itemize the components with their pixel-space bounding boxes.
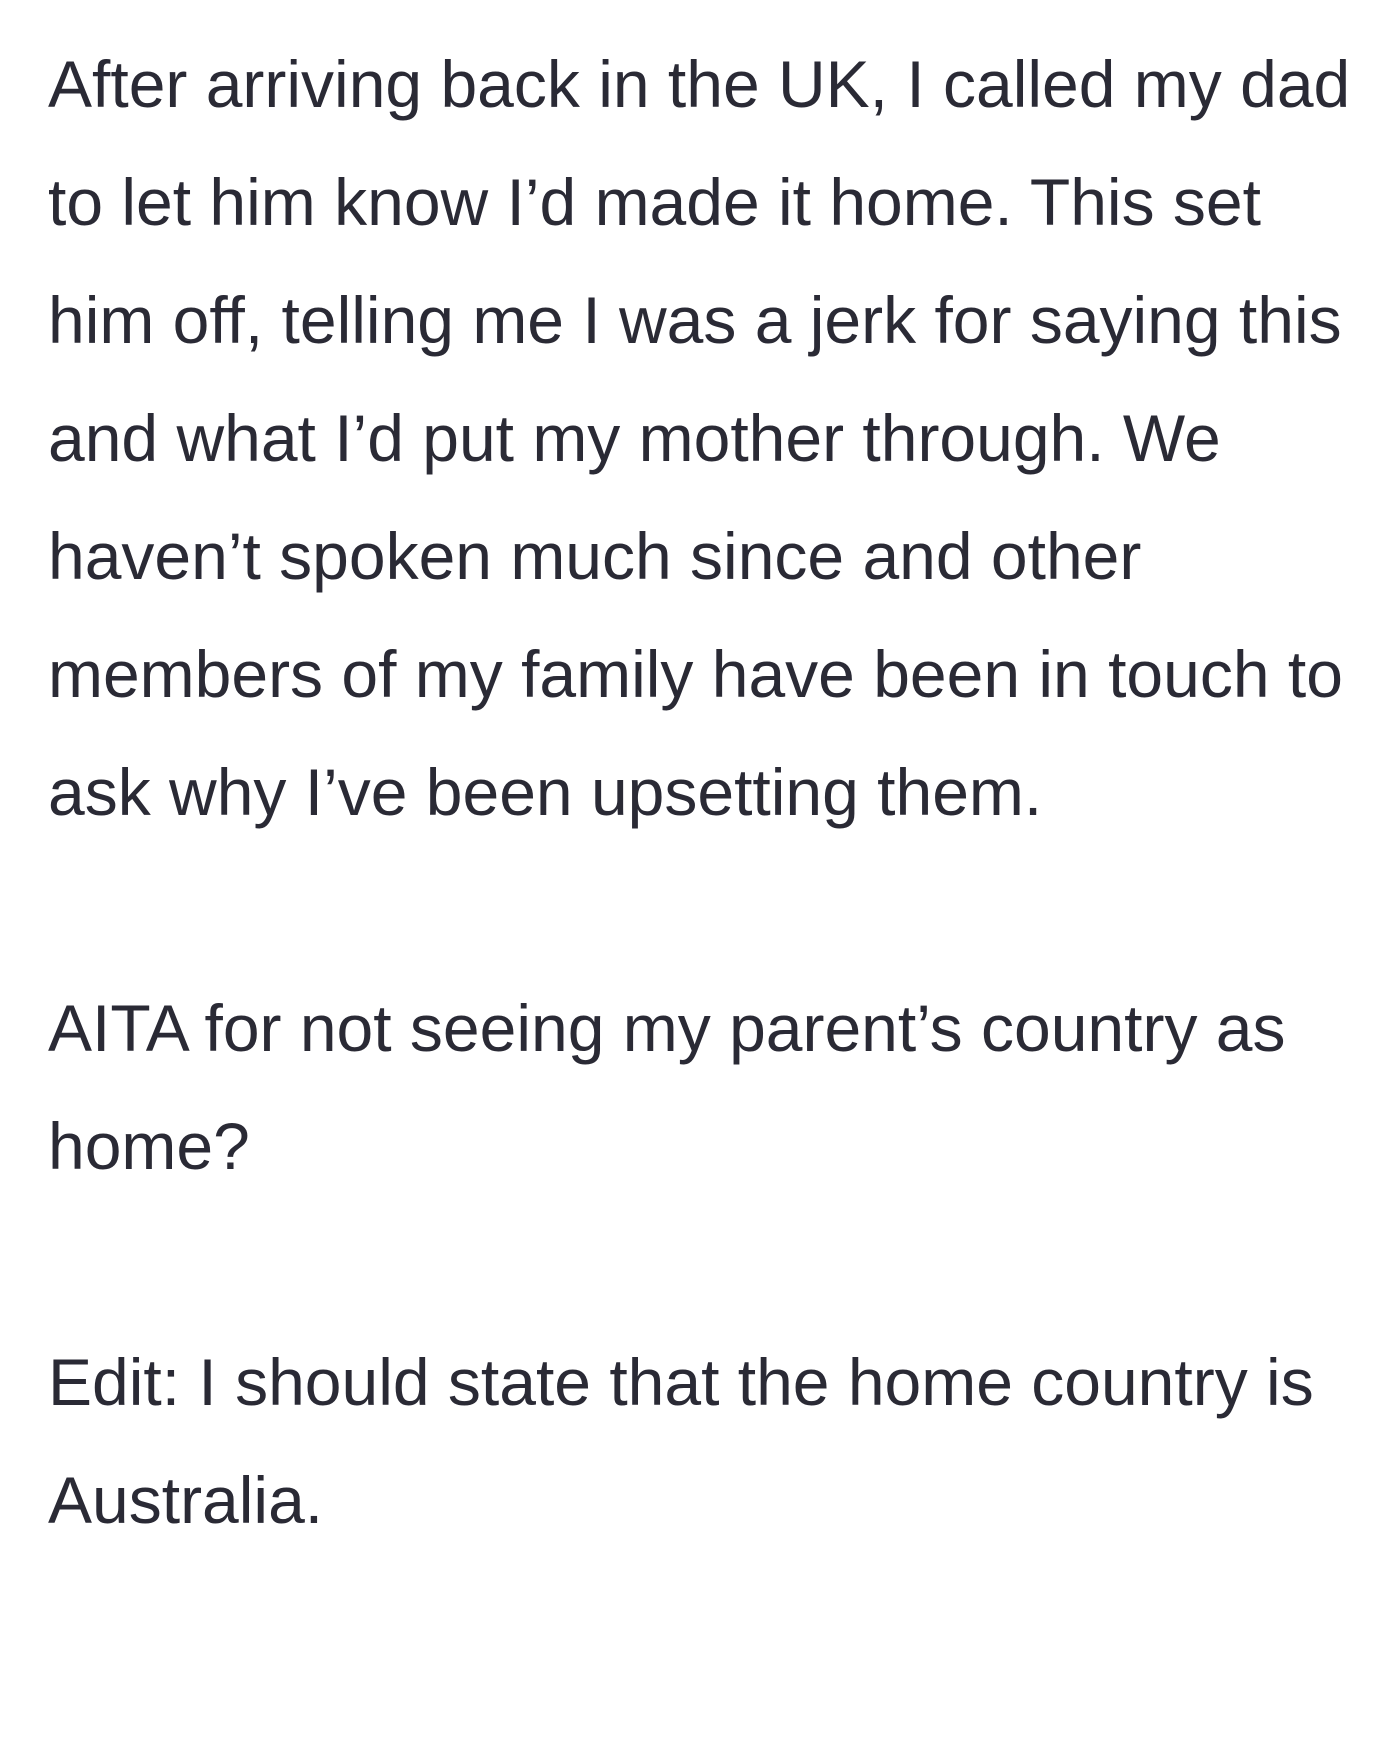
edit-paragraph: Edit: I should state that the home country is Australia. (48, 1345, 1314, 1537)
question-paragraph: AITA for not seeing my parent’s country as home? (48, 991, 1286, 1183)
story-paragraph: After arriving back in the UK, I called my dad to let him know I’d made it home. This set him off, telling me I was a jerk for saying this and what I’d put my mother through. We haven’t spoken much since and other members of my family have been in touch to ask why I’ve been upsetting them. (48, 47, 1351, 829)
